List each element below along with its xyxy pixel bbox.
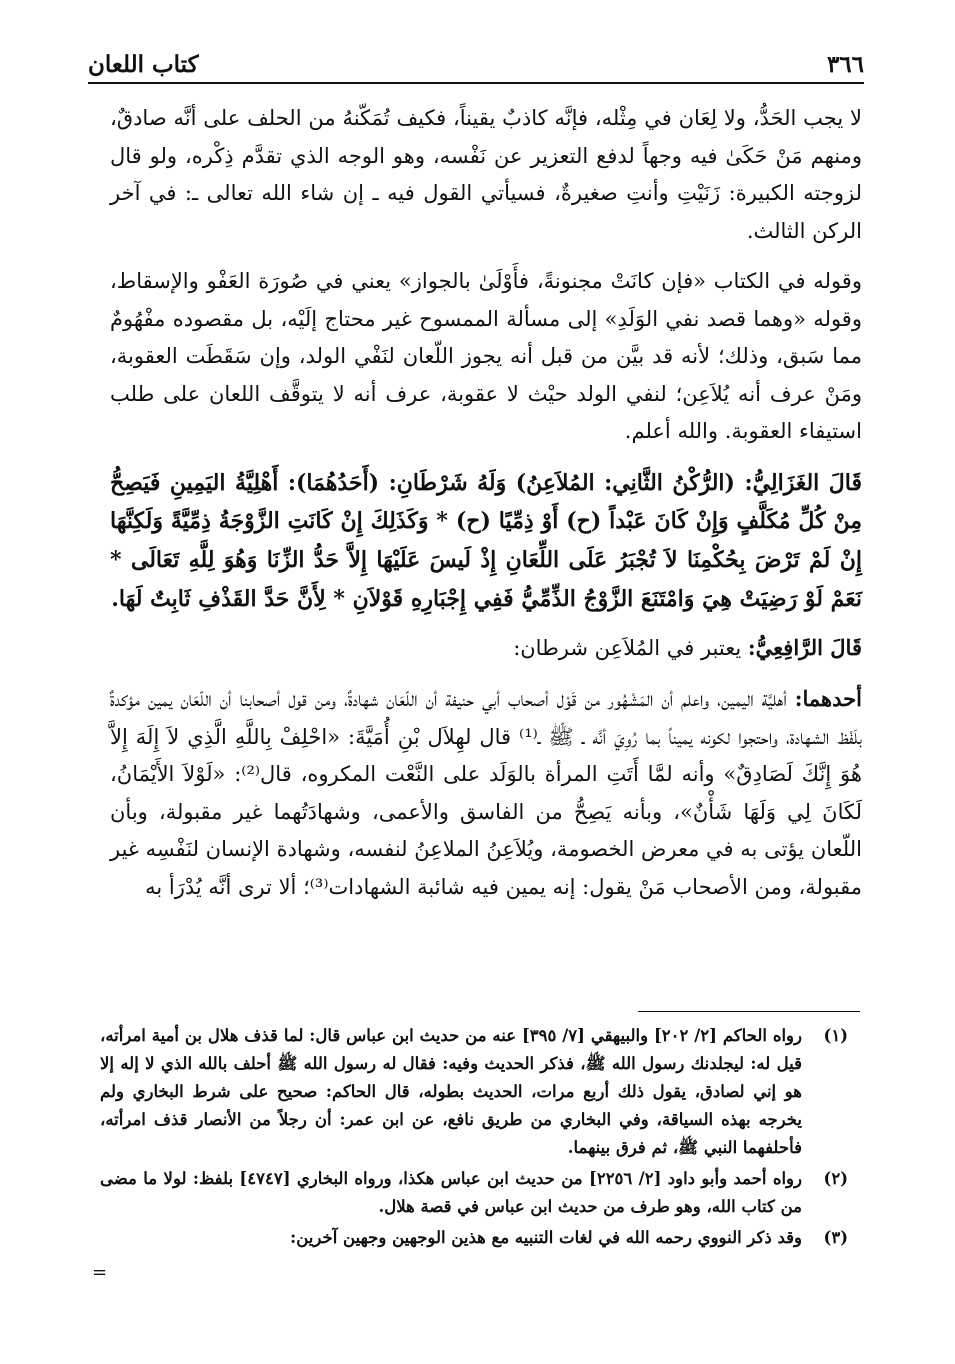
footnote-number: (١): [823, 1026, 848, 1045]
footnotes: [100, 1022, 848, 1255]
footnote-text: رواه الحاكم [٢/ ٢٠٢] والبيهقي [٧/ ٣٩٥] عنه من حديث ابن عباس قال: لما قذف هلال بن أمية امرأته، قيل له: ليجلدنك رسول الله ﷺ، فذكر الحديث وفيه: فقال له رسول الله ﷺ أحلف بالله الذي لا إله إلا هو إني لصادق، يقول ذلك أربع مرات، الحديث بطوله، قال الحاكم: صحيح على شرط البخاري ولم يخرجه بهذه السياقة، وفي البخاري من طريق نافع، عن ابن عمر: أن رجلاً من الأنصار قذف امرأته، فأحلفهما النبي ﷺ، ثم فرق بينهما.: [100, 1026, 802, 1157]
paragraph-2: وقوله في الكتاب «فإن كانَتْ مجنونةً، فأَوْلَىٰ بالجواز» يعني في صُورَة العَفْو والإسقاط، وقوله «وهما قصد نفي الوَلَدِ» إلى مسألة الممسوح غير محتاج إلَيْه، بل مقصوده مفْهُومٌ مما سَبق، وذلك؛ لأنه قد بيَّن من قبل أنه يجوز اللّعان لنَفْي الولد، وإن سَقَطَت العقوبة، ومَنْ عرف أنه يُلاَعِن؛ لنفي الولد حيْث لا عقوبة، عرف أنه لا يتوقَّف اللعان على طلب استيفاء العقوبة. والله أعلم.: [110, 269, 863, 443]
page-number: ٣٦٦: [826, 51, 864, 78]
footnote-text: رواه أحمد وأبو داود [٢/ ٢٢٥٦] من حديث ابن عباس هكذا، ورواه البخاري [٤٧٤٧] بلفظ: لولا ما مضى من كتاب الله، وهو طرف من حديث ابن عباس في قصة هلال.: [100, 1169, 802, 1216]
ghazali-text-block: [110, 464, 862, 619]
paragraph-3-text: أهليَّة اليمين، واعلم أن المَشْهُور من قَوْل أصحاب أبي حنيفة أن اللّعَان شهادةٌ، ومن قول أصحابنا أن اللّعَان يمين مؤكدةٌ بلَفْظ الشهادة، واحتجوا لكونه يميناً بما رُوِيَ أنَّه ـ ﷺ ـ⁽¹⁾ قال لهِلاَل بْنِ أُمَيَّةَ: «احْلِفْ بِاللَّهِ الَّذِي لاَ إِلَهَ إِلاَّ هُوَ إِنَّكَ لَصَادِقٌ» وأنه لمَّا أَتَتِ المرأة بالوَلَد على النَّعْت المكروه، قال⁽²⁾: «لَوْلاَ الأَيْمَانُ، لَكَانَ لِي وَلَهَا شَأْنٌ»، وبأنه يَصِحُّ من الفاسق والأعمى، وشهادَتُهما غير مقبولة، وبأن اللّعان يؤتى به في معرض الخصومة، ويُلاَعِنُ الملاعِنُ لنفسه، وشهادة الإنسان لنَفْسِه غير مقبولة، ومن الأصحاب مَنْ يقول: إنه يمين فيه شائبة الشهادات⁽³⁾؛ ألا ترى أنَّه يُدْرَأ به: [110, 687, 862, 899]
rafii-text: يعتبر في المُلاَعِن شرطان:: [513, 635, 742, 660]
footnote-text: وقد ذكر النووي رحمه الله في لغات التنبيه مع هذين الوجهين وجهين آخرين:: [290, 1228, 802, 1247]
footnote-2: [100, 1165, 848, 1221]
paragraph-3: [110, 680, 862, 906]
rafii-label: قَالَ الرَّافِعِيُّ:: [747, 634, 862, 660]
ghazali-text: (الرُّكْنُ الثَّانِي: المُلاَعِنُ) وَلَهُ شَرْطَانِ: (أَحَدُهُمَا): أَهْلِيَّةُ اليَمِينِ فَيَصِحُّ مِنْ كُلِّ مُكَلَّفٍ وَإِنْ كَانَ عَبْداً (ح) أَوْ ذِمِّيًا (ح) * وَكَذَلِكَ إِنْ كَانَتِ الزَّوْجَةُ ذِمِّيَّةً وَلَكِنَّهَا إِنْ لَمْ تَرْضَ بِحُكْمِنَا لاَ تُجْبَرُ عَلَى اللِّعَانِ إِذْ لَيسَ عَلَيْهَا إِلاَّ حَدُّ الزِّنَا وَهُوَ لِلَّهِ تَعَالَى * نَعَمْ لَوْ رَضِيَتْ هِيَ وَامْتَنَعَ الزَّوْجُ الذِّمِّيُّ فَفِي إِجْبَارِهِ قَوْلاَنِ * لِأَنَّ حَدَّ القَذْفِ ثَابِتٌ لَهَا.: [110, 469, 862, 612]
footnote-3: [100, 1224, 848, 1252]
footnote-1: [100, 1022, 848, 1162]
footnote-number: (٢): [823, 1169, 848, 1188]
rafii-line: [110, 629, 862, 668]
margin-continuation-marker: =: [92, 1262, 108, 1283]
main-text: [110, 100, 862, 919]
page-header: [88, 44, 864, 84]
ghazali-label: قَالَ الغَزَالِيُّ:: [744, 469, 862, 496]
footnote-number: (٣): [823, 1228, 848, 1247]
paragraph-3-label: أحدهما:: [794, 686, 862, 712]
paragraph-1: لا يجب الحَدُّ، ولا لِعَان في مِثْله، فإنَّه كاذبٌ يقيناً، فكيف تُمَكّنهُ من الحلف على أنَّه صادقٌ، ومنهم مَنْ حَكَىٰ فيه وجهاً لدفع التعزير عن نَفْسه، وهو الوجه الذي تقدَّم ذِكْره، ولو قال لزوجته الكبيرة: زَنَيْتِ وأنتِ صغيرةٌ، فسيأتي القول فيه ـ إن شاء الله تعالى ـ: في آخر الركن الثالث.: [110, 106, 862, 243]
footnote-separator: [638, 1011, 860, 1012]
book-title: كتاب اللعان: [88, 51, 199, 78]
